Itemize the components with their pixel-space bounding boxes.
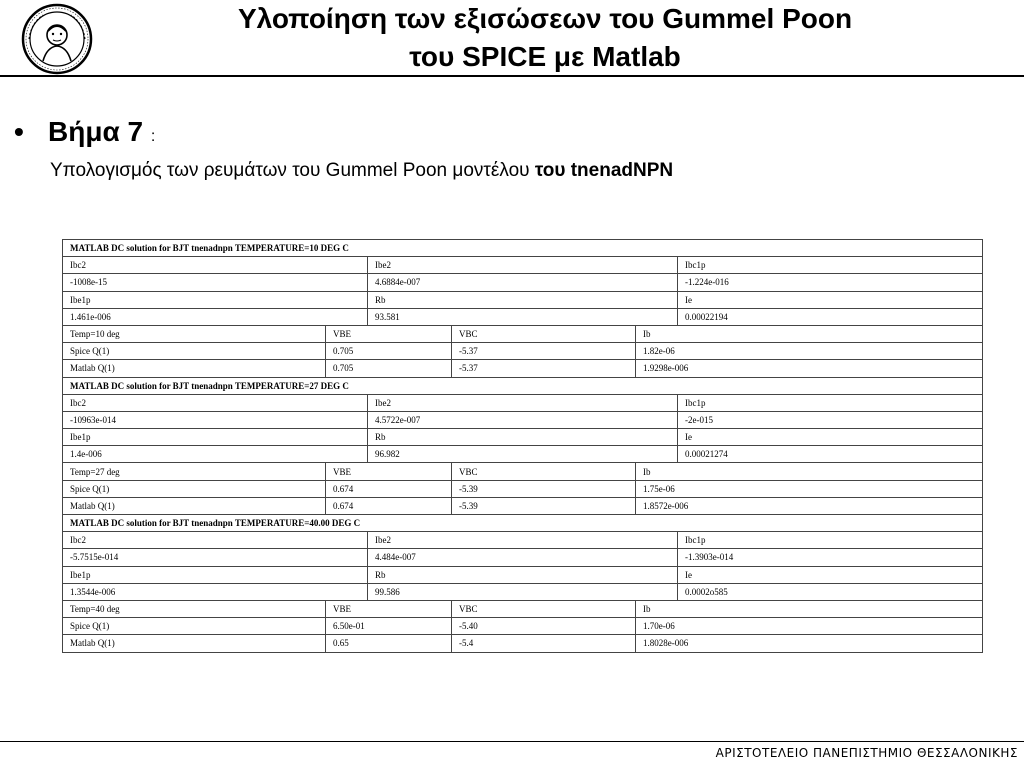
table-cell: Ibc1p bbox=[678, 394, 983, 411]
footer-divider bbox=[0, 741, 1024, 742]
table-cell: -1.224e-016 bbox=[678, 274, 983, 291]
table-cell-vbe: VBE bbox=[326, 325, 452, 342]
table-cell: 99.586 bbox=[368, 583, 678, 600]
table-cell: Ibe2 bbox=[368, 394, 678, 411]
step-colon: : bbox=[150, 128, 156, 145]
table-cell: Ibe2 bbox=[368, 257, 678, 274]
page-title bbox=[130, 0, 960, 76]
table-cell-ib: 1.70e-06 bbox=[636, 618, 983, 635]
table-cell: Ibe1p bbox=[63, 291, 368, 308]
table-row bbox=[63, 446, 983, 463]
table-cell: 0.0002o585 bbox=[678, 583, 983, 600]
table-row bbox=[63, 532, 983, 549]
table-cell-temp: Matlab Q(1) bbox=[63, 635, 326, 652]
table-cell: -5.7515e-014 bbox=[63, 549, 368, 566]
table-cell-ib: Ib bbox=[636, 463, 983, 480]
table-cell: 1.461e-006 bbox=[63, 308, 368, 325]
table-cell: Ie bbox=[678, 429, 983, 446]
table-row bbox=[63, 429, 983, 446]
table-cell-vbe: 0.674 bbox=[326, 480, 452, 497]
table-cell: Ibe1p bbox=[63, 566, 368, 583]
table-cell-temp: Temp=10 deg bbox=[63, 325, 326, 342]
table-cell-ib: 1.8572e-006 bbox=[636, 497, 983, 514]
table-cell: Ibc1p bbox=[678, 532, 983, 549]
table-cell-vbe: VBE bbox=[326, 463, 452, 480]
table-row bbox=[63, 480, 983, 497]
table-cell: 4.6884e-007 bbox=[368, 274, 678, 291]
table-cell-vbc: VBC bbox=[452, 325, 636, 342]
table-row bbox=[63, 618, 983, 635]
table-row bbox=[63, 360, 983, 377]
table-cell-vbe: 0.674 bbox=[326, 497, 452, 514]
table-row bbox=[63, 325, 983, 342]
table-cell: -1.3903e-014 bbox=[678, 549, 983, 566]
table-row bbox=[63, 257, 983, 274]
table-cell: 0.00021274 bbox=[678, 446, 983, 463]
table-cell-vbc: VBC bbox=[452, 463, 636, 480]
table-cell: 1.4e-006 bbox=[63, 446, 368, 463]
table-cell-ib: 1.8028e-006 bbox=[636, 635, 983, 652]
table-cell-temp: Temp=27 deg bbox=[63, 463, 326, 480]
table-row bbox=[63, 497, 983, 514]
table-row bbox=[63, 566, 983, 583]
table-row bbox=[63, 600, 983, 617]
dc-solution-table bbox=[62, 239, 983, 653]
table-cell-ib: Ib bbox=[636, 600, 983, 617]
table-title-cell: MATLAB DC solution for BJT tnenadnpn TEMPERATURE=27 DEG C bbox=[63, 377, 983, 394]
table-cell-temp: Temp=40 deg bbox=[63, 600, 326, 617]
table-row bbox=[63, 308, 983, 325]
table-row bbox=[63, 274, 983, 291]
table-cell: 0.00022194 bbox=[678, 308, 983, 325]
table-row bbox=[63, 463, 983, 480]
step-heading bbox=[14, 116, 155, 148]
table-cell: 96.982 bbox=[368, 446, 678, 463]
table-cell-vbc: -5.4 bbox=[452, 635, 636, 652]
table-cell-vbe: VBE bbox=[326, 600, 452, 617]
title-line-2: του SPICE με Matlab bbox=[409, 41, 681, 72]
table-cell-temp: Matlab Q(1) bbox=[63, 360, 326, 377]
table-cell: Ie bbox=[678, 566, 983, 583]
table-cell: Ibc2 bbox=[63, 532, 368, 549]
table-cell: 1.3544e-006 bbox=[63, 583, 368, 600]
table-cell-temp: Spice Q(1) bbox=[63, 618, 326, 635]
step-description-bold: του tnenadNPN bbox=[534, 160, 674, 181]
table-cell-vbe: 6.50e-01 bbox=[326, 618, 452, 635]
table-cell: 4.484e-007 bbox=[368, 549, 678, 566]
table-cell-vbe: 0.705 bbox=[326, 360, 452, 377]
table-cell: -2e-015 bbox=[678, 411, 983, 428]
table-row bbox=[63, 635, 983, 652]
table-row bbox=[63, 549, 983, 566]
table-cell-vbc: VBC bbox=[452, 600, 636, 617]
step-description bbox=[50, 160, 673, 182]
table-cell-vbc: -5.37 bbox=[452, 343, 636, 360]
table-cell: -1008e-15 bbox=[63, 274, 368, 291]
table-cell: Ibc2 bbox=[63, 257, 368, 274]
table-cell-vbc: -5.39 bbox=[452, 497, 636, 514]
table-cell-vbe: 0.65 bbox=[326, 635, 452, 652]
bullet-icon: • bbox=[14, 116, 24, 147]
step-label: Βήμα 7 bbox=[48, 116, 144, 147]
step-description-plain: Υπολογισμός των ρευμάτων του Gummel Poon μοντέλου bbox=[50, 160, 535, 181]
table-cell-temp: Matlab Q(1) bbox=[63, 497, 326, 514]
table-title-cell: MATLAB DC solution for BJT tnenadnpn TEMPERATURE=10 DEG C bbox=[63, 240, 983, 257]
table-row bbox=[63, 343, 983, 360]
table-cell-ib: 1.82e-06 bbox=[636, 343, 983, 360]
table-title-row bbox=[63, 240, 983, 257]
table-cell-vbe: 0.705 bbox=[326, 343, 452, 360]
table-cell: 4.5722e-007 bbox=[368, 411, 678, 428]
table-row bbox=[63, 394, 983, 411]
table-cell-temp: Spice Q(1) bbox=[63, 343, 326, 360]
table-cell-vbc: -5.39 bbox=[452, 480, 636, 497]
table-cell-vbc: -5.40 bbox=[452, 618, 636, 635]
table-cell-ib: 1.9298e-006 bbox=[636, 360, 983, 377]
university-seal-icon bbox=[7, 3, 107, 75]
title-line-1: Υλοποίηση των εξισώσεων του Gummel Poon bbox=[237, 3, 853, 34]
table-cell: Ibe2 bbox=[368, 532, 678, 549]
table-cell: -10963e-014 bbox=[63, 411, 368, 428]
table-cell-temp: Spice Q(1) bbox=[63, 480, 326, 497]
table-cell: Rb bbox=[368, 291, 678, 308]
footer-institution: ΑΡΙΣΤΟΤΕΛΕΙΟ ΠΑΝΕΠΙΣΤΗΜΙΟ ΘΕΣΣΑΛΟΝΙΚΗΣ bbox=[715, 746, 1018, 760]
table-row bbox=[63, 291, 983, 308]
table-row bbox=[63, 411, 983, 428]
table-row bbox=[63, 583, 983, 600]
table-cell-vbc: -5.37 bbox=[452, 360, 636, 377]
table-title-row bbox=[63, 515, 983, 532]
table-cell: Rb bbox=[368, 429, 678, 446]
table-cell: Ibe1p bbox=[63, 429, 368, 446]
table-cell: Rb bbox=[368, 566, 678, 583]
table-cell: Ibc2 bbox=[63, 394, 368, 411]
table-title-row bbox=[63, 377, 983, 394]
table-cell-ib: Ib bbox=[636, 325, 983, 342]
table-title-cell: MATLAB DC solution for BJT tnenadnpn TEMPERATURE=40.00 DEG C bbox=[63, 515, 983, 532]
table-cell: 93.581 bbox=[368, 308, 678, 325]
header-divider bbox=[0, 75, 1024, 77]
table-cell: Ie bbox=[678, 291, 983, 308]
table-cell: Ibc1p bbox=[678, 257, 983, 274]
table-cell-ib: 1.75e-06 bbox=[636, 480, 983, 497]
